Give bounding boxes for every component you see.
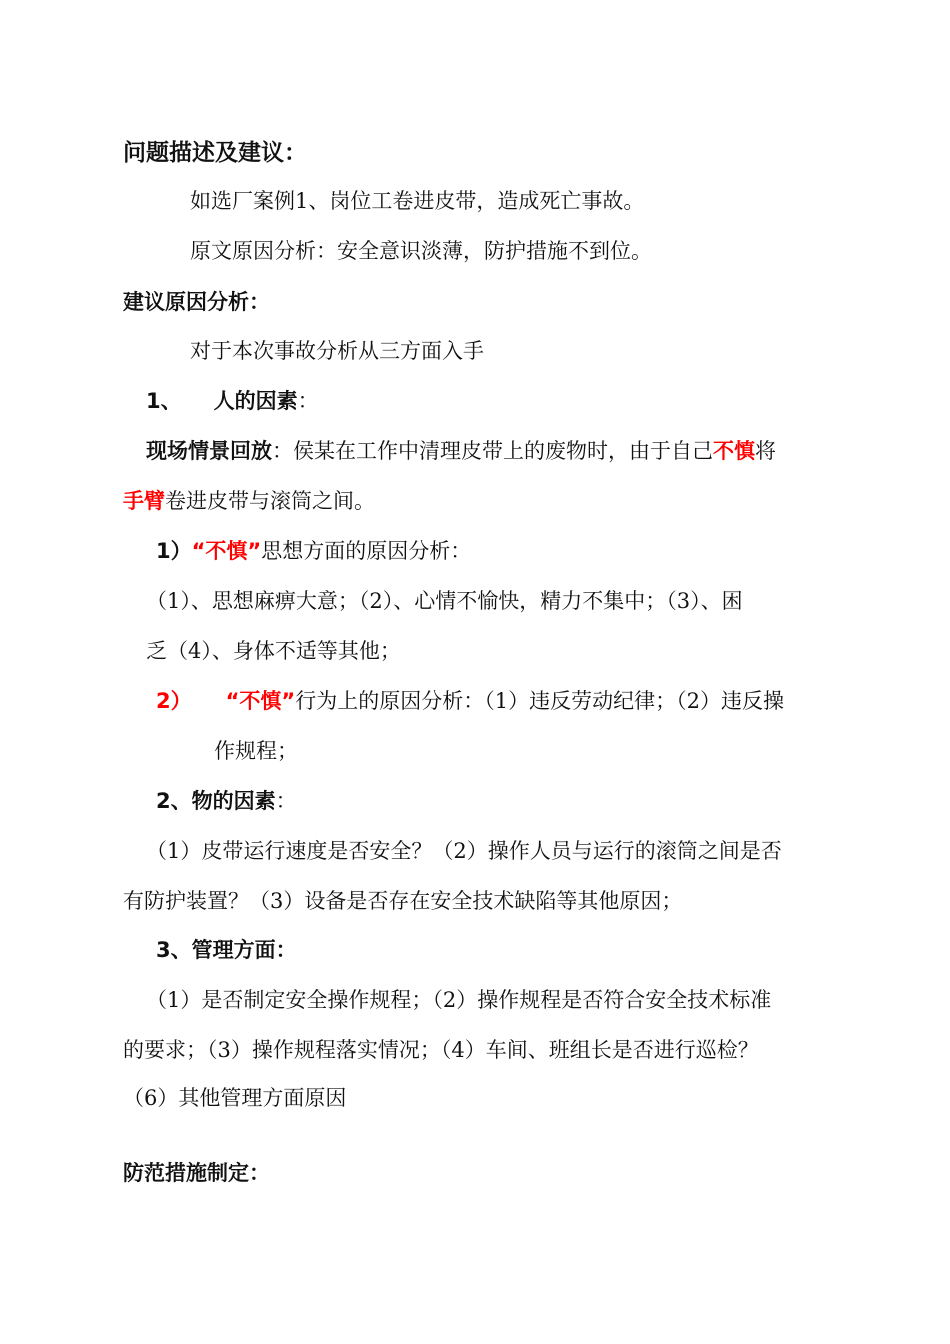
scene-text-2: 将 bbox=[755, 439, 776, 463]
material-text-2: 有防护装置？（3）设备是否存在安全技术缺陷等其他原因； bbox=[123, 889, 683, 913]
thought-items-1: （1）、思想麻痹大意；（2）、心情不愉快，精力不集中；（3）、困 bbox=[146, 589, 743, 613]
material-text-1: （1）皮带运行速度是否安全？（2）操作人员与运行的滚筒之间是否 bbox=[146, 839, 782, 863]
thought-number: 1） bbox=[156, 539, 192, 563]
prevention-heading: 防范措施制定： bbox=[123, 1161, 270, 1185]
thought-items-2: 乏（4）、身体不适等其他； bbox=[146, 639, 401, 663]
material-heading bbox=[156, 786, 297, 816]
intro-line: 对于本次事故分析从三方面入手 bbox=[190, 339, 484, 363]
arm-highlight: 手臂 bbox=[123, 489, 165, 513]
behavior-number: 2） bbox=[156, 689, 192, 713]
human-factor-heading bbox=[146, 386, 319, 416]
management-heading: 3、管理方面： bbox=[156, 938, 297, 962]
behavior-quote: “不慎” bbox=[225, 689, 296, 713]
scene-text-1: ：侯某在工作中清理皮带上的废物时，由于自己 bbox=[272, 439, 713, 463]
material-colon: ： bbox=[275, 789, 297, 813]
original-analysis: 原文原因分析：安全意识淡薄，防护措施不到位。 bbox=[190, 239, 652, 263]
scene-line-2 bbox=[123, 486, 375, 516]
behavior-text-1: 行为上的原因分析：（1）违反劳动纪律；（2）违反操 bbox=[295, 689, 784, 713]
page-title: 问题描述及建议： bbox=[123, 140, 307, 166]
scene-line-1 bbox=[146, 436, 776, 466]
management-text-3: （6）其他管理方面原因 bbox=[123, 1086, 347, 1110]
scene-label: 现场情景回放 bbox=[146, 439, 272, 463]
material-title: 2、物的因素 bbox=[156, 789, 276, 813]
suggest-heading: 建议原因分析： bbox=[123, 290, 270, 314]
thought-heading bbox=[156, 536, 471, 566]
behavior-line-1 bbox=[156, 686, 784, 716]
scene-text-3: 卷进皮带与滚筒之间。 bbox=[165, 489, 375, 513]
behavior-line-2: 作规程； bbox=[214, 739, 298, 763]
careless-highlight: 不慎 bbox=[713, 439, 755, 463]
thought-text: 思想方面的原因分析： bbox=[261, 539, 472, 563]
thought-quote: “不慎” bbox=[191, 539, 262, 563]
human-factor-title: 人的因素 bbox=[213, 389, 298, 413]
human-factor-colon: ： bbox=[297, 389, 319, 413]
management-text-1: （1）是否制定安全操作规程；（2）操作规程是否符合安全技术标准 bbox=[146, 988, 772, 1012]
case-line: 如选厂案例1、岗位工卷进皮带，造成死亡事故。 bbox=[190, 189, 645, 213]
human-factor-number: 1、 bbox=[146, 389, 182, 413]
management-text-2: 的要求；（3）操作规程落实情况；（4）车间、班组长是否进行巡检？ bbox=[123, 1038, 759, 1062]
